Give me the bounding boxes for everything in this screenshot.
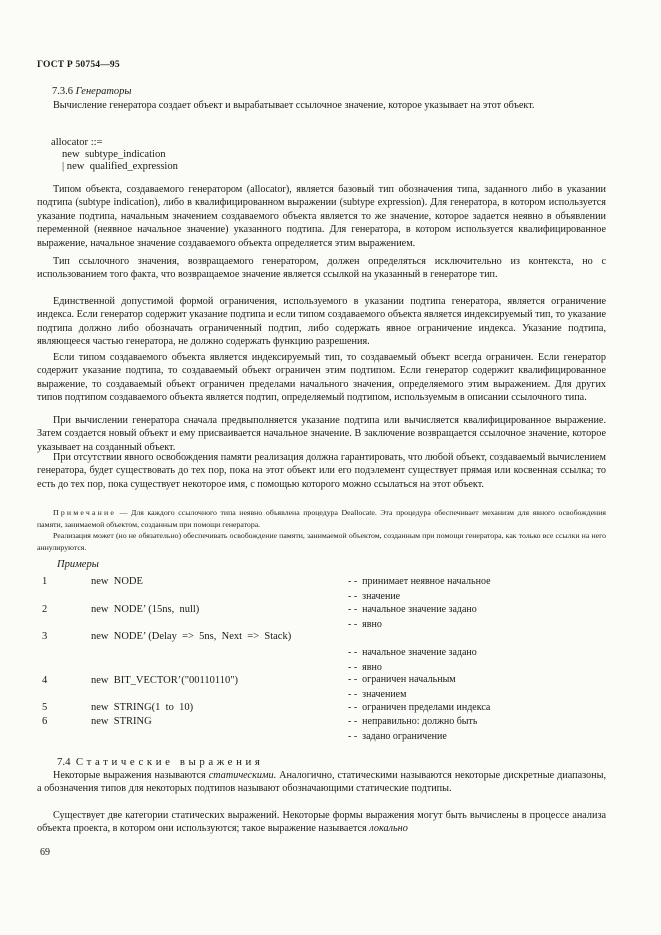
section-7-4-heading (57, 756, 263, 768)
example-number: 5 (42, 702, 48, 713)
text-run: Некоторые выражения называются (53, 770, 209, 781)
example-comment: - - ограничен пределами индекса (348, 702, 491, 713)
example-comment: - - начальное значение задано - - явно (348, 647, 477, 673)
section-7-4-number: 7.4 (57, 756, 71, 768)
paragraph-allocator-type: Типом объекта, создаваемого генератором (allocator), является базовый тип обозначения типа, заданного либо в указании подтипа (subtype indication), либо в квалифицированном выражении (subtype expression). Для генератора, в котором используется указание подтипа, начальным значением создаваемого объекта является то же значение, которое задается неявно в объявлении переменной (неявное начальное значение) указанного подтипа. Для генератора, в котором используется квалифицированное выражение, начальное значение создаваемого объекта определяется этим выражением. (37, 184, 606, 249)
example-comment: - - неправильно: должно быть - - задано ограничение (348, 716, 478, 742)
section-7-4-title: Статические выражения (75, 756, 264, 768)
paragraph-constrained-object: Если типом создаваемого объекта является индексируемый тип, то создаваемый объект всегда ограничен. Если генератор содержит указание подтипа, то создаваемый объект ограничен этим подтипом. Если генератор содержит квалифицированное выражение, то создаваемый объект ограничен пределами начального значения, определяемого этим выражением. Для других типов подтипом создаваемого объекта является подтип, определяемый подтипом, используемым в описании ссылочного типа. (37, 352, 606, 404)
static-expressions-paragraph-1 (37, 769, 606, 796)
example-comment: - - принимает неявное начальное - - значение (348, 576, 491, 602)
note-label: Примечание (53, 508, 117, 517)
page-header: ГОСТ Р 50754—95 (37, 60, 120, 70)
example-number: 3 (42, 631, 48, 642)
text-run: . Аналогично, статическими называются некоторые дискретные диапазоны, а обозначения типов для некоторых подтипов называют обозначающими статические подтипы. (37, 770, 606, 795)
example-number: 1 (42, 576, 48, 587)
example-code: new STRING (91, 716, 152, 727)
example-number: 4 (42, 675, 48, 686)
example-code: new BIT_VECTOR’("00110110") (91, 675, 238, 686)
page-number: 69 (40, 847, 50, 858)
note-text-1: — Для каждого ссылочного типа неявно объявлена процедура Deallocate. Эта процедура обеспечивает механизм для явного освобождения памяти, занимаемой объектом, созданным при помощи генератора. (37, 508, 606, 529)
example-number: 2 (42, 604, 48, 615)
example-comment: - - ограничен начальным - - значением (348, 674, 456, 700)
paragraph-evaluation: При вычислении генератора сначала предвыполняется указание подтипа или вычисляется квалифицированное выражение. Затем создается новый объект и ему присваивается начальное значение. В заключение возвращается ссылочное значение, которое указывает на созданный объект. (37, 415, 606, 453)
section-heading (52, 86, 132, 97)
syntax-line-3: | new qualified_expression (62, 161, 178, 172)
examples-title: Примеры (57, 559, 99, 570)
note-paragraph-2: Реализация может (но не обязательно) обеспечивать освобождение памяти, занимаемой объектом, созданным при помощи генератора, как только все ссылки на него аннулируются. (37, 531, 606, 552)
example-code: new NODE (91, 576, 143, 587)
note-paragraph-1 (37, 507, 606, 530)
section-title: Генераторы (75, 86, 132, 97)
syntax-line-2: new subtype_indication (62, 149, 166, 160)
paragraph-deallocation: При отсутствии явного освобождения памяти реализация должна гарантировать, что любой объект, создаваемый вычислением генератора, будет существовать до тех пор, пока на этот объект или его подэлемент существует прямая или косвенная ссылка; то есть до тех пор, пока существует некоторое имя, с помощью которого можно ссылаться на этот объект. (37, 452, 606, 490)
example-code: new STRING(1 to 10) (91, 702, 194, 713)
text-run: Существует две категории статических выражений. Некоторые формы выражения могут быть вычислены в процессе анализа объекта проекта, в котором они используются; такое выражение называется (37, 810, 606, 835)
intro-paragraph: Вычисление генератора создает объект и вырабатывает ссылочное значение, которое указывает на этот объект. (53, 100, 535, 111)
paragraph-index-constraint: Единственной допустимой формой ограничения, используемого в указании подтипа генератора, является ограничение индекса. Если генератор содержит указание подтипа и если типом создаваемого объекта является индексируемый тип, то указание подтипа должно либо обозначать ограниченный подтип, либо содержать явное ограничение индекса. Указание подтипа, являющееся частью генератора, не должно содержать функцию разрешения. (37, 296, 606, 348)
emphasis: локально (369, 823, 408, 835)
example-number: 6 (42, 716, 48, 727)
static-expressions-paragraph-2 (37, 809, 606, 836)
section-number: 7.3.6 (52, 86, 73, 97)
syntax-line-1: allocator ::= (51, 137, 103, 148)
example-code: new NODE’ (Delay => 5ns, Next => Stack) (91, 631, 292, 642)
example-comment: - - начальное значение задано - - явно (348, 604, 477, 630)
paragraph-access-value: Тип ссылочного значения, возвращаемого генератором, должен определяться исключительно из контекста, но с использованием того факта, что возвращаемое значение является ссылкой на указанный в генераторе тип. (37, 256, 606, 281)
example-code: new NODE’ (15ns, null) (91, 604, 200, 615)
emphasis: статическими (208, 770, 274, 781)
